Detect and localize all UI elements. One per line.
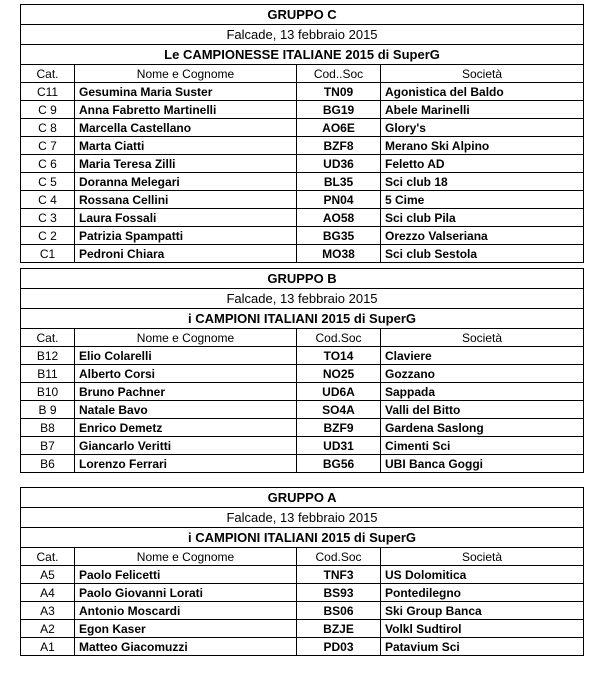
cell-club-code: BL35 [297, 173, 381, 191]
group-a-table [20, 487, 584, 656]
group-title-row [21, 45, 584, 65]
cell-club-code: AO58 [297, 209, 381, 227]
cell-club-code: PD03 [297, 638, 381, 656]
cell-society: 5 Cime [381, 191, 584, 209]
cell-club-code: UD6A [297, 383, 381, 401]
cell-society: Volkl Sudtirol [381, 620, 584, 638]
cell-category: C 8 [21, 119, 75, 137]
table-row [21, 209, 584, 227]
cell-category: B11 [21, 365, 75, 383]
group-header: GRUPPO A [21, 488, 584, 508]
col-header-society: Società [381, 329, 584, 347]
cell-club-code: UD36 [297, 155, 381, 173]
cell-athlete-name: Egon Kaser [75, 620, 297, 638]
cell-athlete-name: Natale Bavo [75, 401, 297, 419]
group-title-row [21, 528, 584, 548]
cell-category: A1 [21, 638, 75, 656]
cell-athlete-name: Marcella Castellano [75, 119, 297, 137]
group-header-row [21, 5, 584, 25]
cell-athlete-name: Giancarlo Veritti [75, 437, 297, 455]
cell-club-code: NO25 [297, 365, 381, 383]
col-header-code: Cod.Soc [297, 548, 381, 566]
group-title-row [21, 309, 584, 329]
cell-athlete-name: Antonio Moscardi [75, 602, 297, 620]
cell-club-code: BS06 [297, 602, 381, 620]
cell-society: UBI Banca Goggi [381, 455, 584, 473]
cell-athlete-name: Patrizia Spampatti [75, 227, 297, 245]
cell-club-code: AO6E [297, 119, 381, 137]
cell-category: B 9 [21, 401, 75, 419]
cell-club-code: PN04 [297, 191, 381, 209]
col-header-name: Nome e Cognome [75, 548, 297, 566]
col-header-code: Cod..Soc [297, 65, 381, 83]
cell-society: Ski Group Banca [381, 602, 584, 620]
cell-category: A5 [21, 566, 75, 584]
cell-society: Orezzo Valseriana [381, 227, 584, 245]
cell-club-code: BS93 [297, 584, 381, 602]
cell-club-code: BZJE [297, 620, 381, 638]
table-row [21, 83, 584, 101]
cell-category: A2 [21, 620, 75, 638]
cell-club-code: TO14 [297, 347, 381, 365]
group-title: i CAMPIONI ITALIANI 2015 di SuperG [21, 528, 584, 548]
cell-society: Merano Ski Alpino [381, 137, 584, 155]
cell-athlete-name: Laura Fossali [75, 209, 297, 227]
cell-category: B8 [21, 419, 75, 437]
table-row [21, 419, 584, 437]
group-subtitle: Falcade, 13 febbraio 2015 [21, 289, 584, 309]
cell-athlete-name: Gesumina Maria Suster [75, 83, 297, 101]
table-row [21, 173, 584, 191]
cell-category: B12 [21, 347, 75, 365]
group-header: GRUPPO B [21, 269, 584, 289]
col-header-society: Società [381, 65, 584, 83]
table-row [21, 155, 584, 173]
group-header-row [21, 269, 584, 289]
col-header-code: Cod.Soc [297, 329, 381, 347]
cell-category: C 5 [21, 173, 75, 191]
cell-club-code: BZF8 [297, 137, 381, 155]
table-row [21, 383, 584, 401]
table-row [21, 101, 584, 119]
cell-society: Sci club 18 [381, 173, 584, 191]
table-row [21, 245, 584, 263]
cell-society: Sci club Sestola [381, 245, 584, 263]
cell-category: A3 [21, 602, 75, 620]
table-row [21, 347, 584, 365]
cell-society: Feletto AD [381, 155, 584, 173]
table-row [21, 227, 584, 245]
column-header-row [21, 548, 584, 566]
column-header-row [21, 329, 584, 347]
cell-athlete-name: Alberto Corsi [75, 365, 297, 383]
cell-athlete-name: Paolo Felicetti [75, 566, 297, 584]
cell-athlete-name: Lorenzo Ferrari [75, 455, 297, 473]
cell-category: C1 [21, 245, 75, 263]
table-row [21, 620, 584, 638]
cell-society: Valli del Bitto [381, 401, 584, 419]
cell-club-code: BZF9 [297, 419, 381, 437]
cell-athlete-name: Bruno Pachner [75, 383, 297, 401]
cell-society: Pontedilegno [381, 584, 584, 602]
table-row [21, 638, 584, 656]
cell-category: C 6 [21, 155, 75, 173]
cell-society: Patavium Sci [381, 638, 584, 656]
cell-category: A4 [21, 584, 75, 602]
cell-athlete-name: Pedroni Chiara [75, 245, 297, 263]
table-row [21, 365, 584, 383]
cell-society: Claviere [381, 347, 584, 365]
table-row [21, 584, 584, 602]
cell-society: Abele Marinelli [381, 101, 584, 119]
cell-club-code: MO38 [297, 245, 381, 263]
cell-club-code: TNF3 [297, 566, 381, 584]
cell-category: C 9 [21, 101, 75, 119]
cell-society: US Dolomitica [381, 566, 584, 584]
cell-category: B10 [21, 383, 75, 401]
cell-category: C11 [21, 83, 75, 101]
group-subtitle: Falcade, 13 febbraio 2015 [21, 25, 584, 45]
cell-athlete-name: Matteo Giacomuzzi [75, 638, 297, 656]
col-header-cat: Cat. [21, 65, 75, 83]
column-header-row [21, 65, 584, 83]
cell-club-code: TN09 [297, 83, 381, 101]
group-title: i CAMPIONI ITALIANI 2015 di SuperG [21, 309, 584, 329]
cell-club-code: UD31 [297, 437, 381, 455]
group-subtitle-row [21, 25, 584, 45]
group-title: Le CAMPIONESSE ITALIANE 2015 di SuperG [21, 45, 584, 65]
cell-athlete-name: Doranna Melegari [75, 173, 297, 191]
group-subtitle-row [21, 508, 584, 528]
cell-athlete-name: Marta Ciatti [75, 137, 297, 155]
group-c-table [20, 4, 584, 263]
col-header-name: Nome e Cognome [75, 65, 297, 83]
cell-club-code: BG19 [297, 101, 381, 119]
cell-athlete-name: Anna Fabretto Martinelli [75, 101, 297, 119]
group-subtitle-row [21, 289, 584, 309]
cell-category: C 3 [21, 209, 75, 227]
cell-society: Sci club Pila [381, 209, 584, 227]
col-header-cat: Cat. [21, 548, 75, 566]
cell-club-code: BG56 [297, 455, 381, 473]
group-subtitle: Falcade, 13 febbraio 2015 [21, 508, 584, 528]
cell-athlete-name: Elio Colarelli [75, 347, 297, 365]
table-row [21, 191, 584, 209]
cell-category: B7 [21, 437, 75, 455]
cell-category: C 4 [21, 191, 75, 209]
cell-society: Gardena Saslong [381, 419, 584, 437]
table-row [21, 602, 584, 620]
cell-category: C 2 [21, 227, 75, 245]
table-row [21, 401, 584, 419]
table-row [21, 566, 584, 584]
cell-society: Gozzano [381, 365, 584, 383]
col-header-name: Nome e Cognome [75, 329, 297, 347]
cell-society: Sappada [381, 383, 584, 401]
group-header-row [21, 488, 584, 508]
table-row [21, 455, 584, 473]
cell-society: Cimenti Sci [381, 437, 584, 455]
cell-athlete-name: Paolo Giovanni Lorati [75, 584, 297, 602]
cell-athlete-name: Rossana Cellini [75, 191, 297, 209]
col-header-cat: Cat. [21, 329, 75, 347]
table-row [21, 437, 584, 455]
group-b-table [20, 268, 584, 473]
cell-society: Agonistica del Baldo [381, 83, 584, 101]
cell-club-code: SO4A [297, 401, 381, 419]
cell-athlete-name: Enrico Demetz [75, 419, 297, 437]
cell-athlete-name: Maria Teresa Zilli [75, 155, 297, 173]
cell-category: B6 [21, 455, 75, 473]
table-row [21, 119, 584, 137]
col-header-society: Società [381, 548, 584, 566]
table-row [21, 137, 584, 155]
cell-category: C 7 [21, 137, 75, 155]
cell-society: Glory's [381, 119, 584, 137]
cell-club-code: BG35 [297, 227, 381, 245]
group-header: GRUPPO C [21, 5, 584, 25]
